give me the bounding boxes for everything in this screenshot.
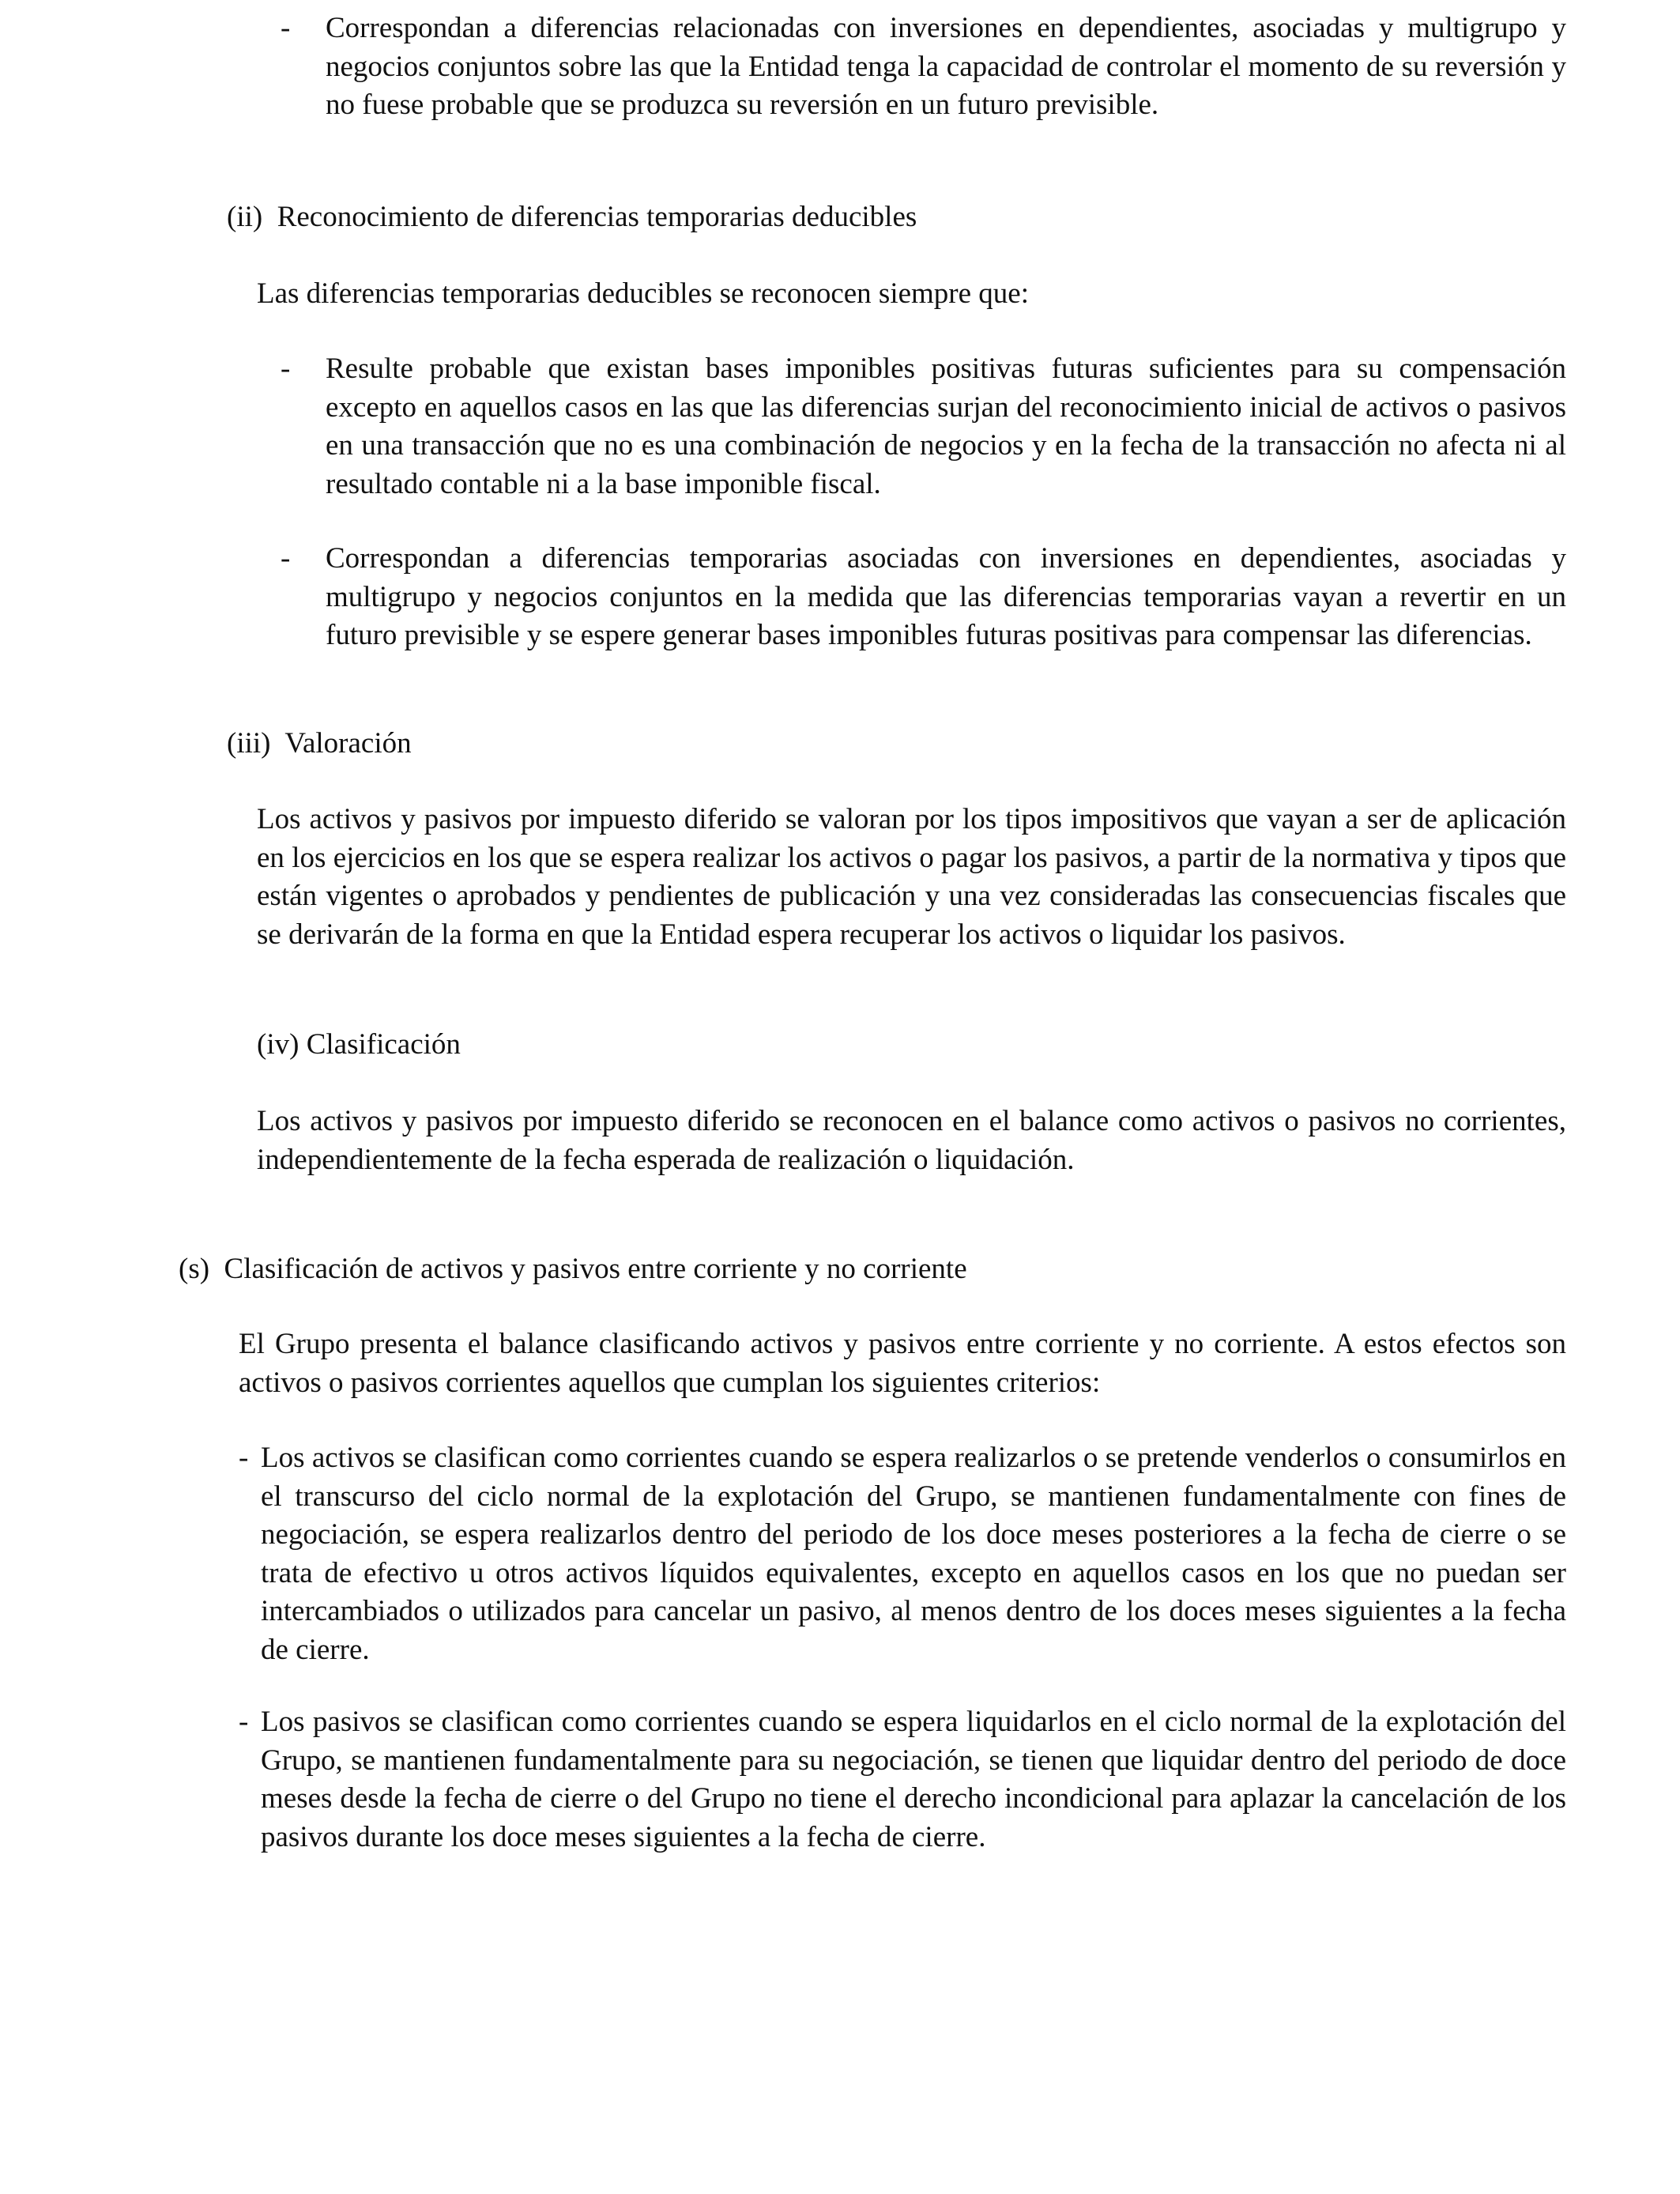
paragraph-clasificacion: Los activos y pasivos por impuesto diferido se reconocen en el balance como activos o pasivos no corrientes, independientemente de la fecha esperada de realización o liquidación.	[257, 1105, 1566, 1176]
bullet-item-pasivos-corrientes	[239, 1703, 1566, 1909]
section-heading-s	[179, 1250, 967, 1289]
bullet-text: Correspondan a diferencias relacionadas con inversiones en dependientes, asociadas y multigrupo y negocios conjuntos sobre las que la Entidad tenga la capacidad de controlar el momento de su reversión y no fuese probable que se produzca su reversión en un futuro previsible.	[326, 12, 1566, 121]
heading-title: Valoración	[284, 727, 412, 760]
bullet-item-inversiones-reversion	[281, 9, 1566, 168]
bullet-dash: -	[239, 1706, 249, 1738]
paragraph-grupo-balance: El Grupo presenta el balance clasificando activos y pasivos entre corriente y no corriente. A estos efectos son activos o pasivos corrientes aquellos que cumplan los siguientes criterios:	[239, 1328, 1566, 1399]
bullet-dash: -	[281, 542, 291, 575]
section-heading-iv	[257, 1026, 461, 1065]
bullet-dash: -	[281, 352, 291, 385]
paragraph-valoracion: Los activos y pasivos por impuesto diferido se valoran por los tipos impositivos que vayan a ser de aplicación en los ejercicios en los que se espera realizar los activos o pagar los pasivos, a partir de la normativa y tipos que están vigentes o aprobados y pendientes de publicación y una vez consideradas las consecuencias fiscales que se derivarán de la forma en que la Entidad espera recuperar los activos o liquidar los pasivos.	[257, 803, 1566, 951]
heading-title: Clasificación de activos y pasivos entre corriente y no corriente	[224, 1253, 967, 1285]
heading-marker: (ii)	[227, 201, 263, 233]
bullet-dash: -	[239, 1442, 249, 1474]
bullet-text: Los activos se clasifican como corrientes cuando se espera realizarlos o se pretende venderlos o consumirlos en el transcurso del ciclo normal de la explotación del Grupo, se mantienen fundamentalmente con fines de negociación, se espera realizarlos dentro del periodo de los doce meses posteriores a la fecha de cierre o se trata de efectivo u otros activos líquidos equivalentes, excepto en aquellos casos en los que no puedan ser intercambiados o utilizados para cancelar un pasivo, al menos dentro de los doces meses siguientes a la fecha de cierre.	[261, 1442, 1566, 1666]
heading-marker: (s)	[179, 1253, 210, 1285]
bullet-dash: -	[281, 12, 291, 44]
bullet-item-activos-corrientes	[239, 1439, 1566, 1676]
heading-title: Reconocimiento de diferencias temporarias deducibles	[277, 201, 917, 233]
bullet-text: Correspondan a diferencias temporarias asociadas con inversiones en dependientes, asociadas y multigrupo y negocios conjuntos en la medida que las diferencias temporarias vayan a revertir en un futuro previsible y se espere generar bases imponibles futuras positivas para compensar las diferencias.	[326, 542, 1566, 651]
bullet-item-bases-imponibles	[281, 350, 1566, 508]
bullet-text: Los pasivos se clasifican como corrientes cuando se espera liquidarlos en el ciclo normal de la explotación del Grupo, se mantienen fundamentalmente para su negociación, se tienen que liquidar dentro del periodo de doce meses desde la fecha de cierre o del Grupo no tiene el derecho incondicional para aplazar la cancelación de los pasivos durante los doce meses siguientes a la fecha de cierre.	[261, 1706, 1566, 1853]
bullet-text: Resulte probable que existan bases imponibles positivas futuras suficientes para su compensación excepto en aquellos casos en las que las diferencias surjan del reconocimiento inicial de activos o pasivos en una transacción que no es una combinación de negocios y en la fecha de la transacción no afecta ni al resultado contable ni a la base imponible fiscal.	[326, 352, 1566, 500]
heading-title: Clasificación	[306, 1028, 461, 1061]
paragraph-intro-ii: Las diferencias temporarias deducibles se reconocen siempre que:	[257, 277, 1029, 310]
section-heading-iii	[227, 725, 412, 763]
heading-marker: (iii)	[227, 727, 271, 760]
section-heading-ii	[227, 198, 917, 237]
heading-marker: (iv)	[257, 1028, 299, 1061]
bullet-item-inversiones-dependientes	[281, 540, 1566, 698]
